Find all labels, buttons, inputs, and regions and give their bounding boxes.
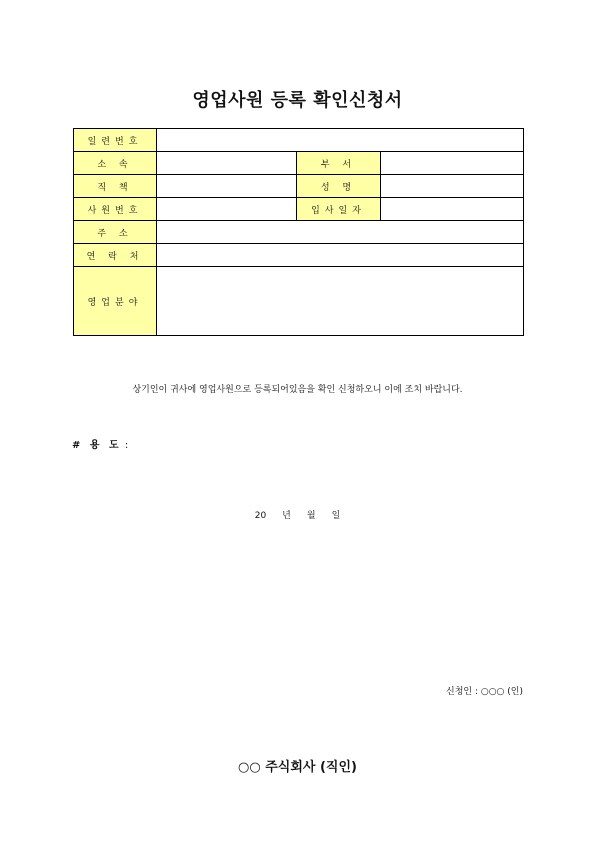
application-form-table <box>73 128 524 336</box>
name-label: 성 명 <box>297 175 381 198</box>
applicant-signature-line: 신청인 : ○○○ (인) <box>446 687 523 697</box>
date-day-unit: 일 <box>331 511 341 521</box>
serial-number-field[interactable] <box>157 129 524 152</box>
purpose-separator: : <box>121 440 129 451</box>
form-row-affiliation <box>74 152 524 175</box>
request-statement: 상기인이 귀사에 영업사원으로 등록되어있음을 확인 신청하오니 이에 조치 바랍니다. <box>132 385 463 395</box>
sales-field-label: 영업분야 <box>74 267 157 336</box>
address-field[interactable] <box>157 221 524 244</box>
purpose-label: # 용 도 <box>72 440 122 451</box>
address-label: 주 소 <box>74 221 157 244</box>
form-row-sales-field <box>74 267 524 336</box>
hire-date-label: 입사일자 <box>297 198 381 221</box>
affiliation-field[interactable] <box>157 152 297 175</box>
form-row-address <box>74 221 524 244</box>
contact-label: 연 락 처 <box>74 244 157 267</box>
date-year-prefix: 20 <box>254 511 267 521</box>
document-title: 영업사원 등록 확인신청서 <box>192 90 403 111</box>
position-field[interactable] <box>157 175 297 198</box>
employee-number-field[interactable] <box>157 198 297 221</box>
date-month-unit: 월 <box>306 511 316 521</box>
name-field[interactable] <box>381 175 524 198</box>
department-field[interactable] <box>381 152 524 175</box>
serial-number-label: 일련번호 <box>74 129 157 152</box>
form-row-position <box>74 175 524 198</box>
hire-date-field[interactable] <box>381 198 524 221</box>
contact-field[interactable] <box>157 244 524 267</box>
form-row-contact <box>74 244 524 267</box>
company-seal-line: ○○ 주식회사 (직인) <box>238 760 357 775</box>
form-row-serial <box>74 129 524 152</box>
date-line <box>0 508 595 521</box>
purpose-line <box>72 436 128 451</box>
date-year-unit: 년 <box>282 511 291 521</box>
department-label: 부 서 <box>297 152 381 175</box>
employee-number-label: 사원번호 <box>74 198 157 221</box>
sales-field-field[interactable] <box>157 267 524 336</box>
form-row-employee <box>74 198 524 221</box>
affiliation-label: 소 속 <box>74 152 157 175</box>
position-label: 직 책 <box>74 175 157 198</box>
